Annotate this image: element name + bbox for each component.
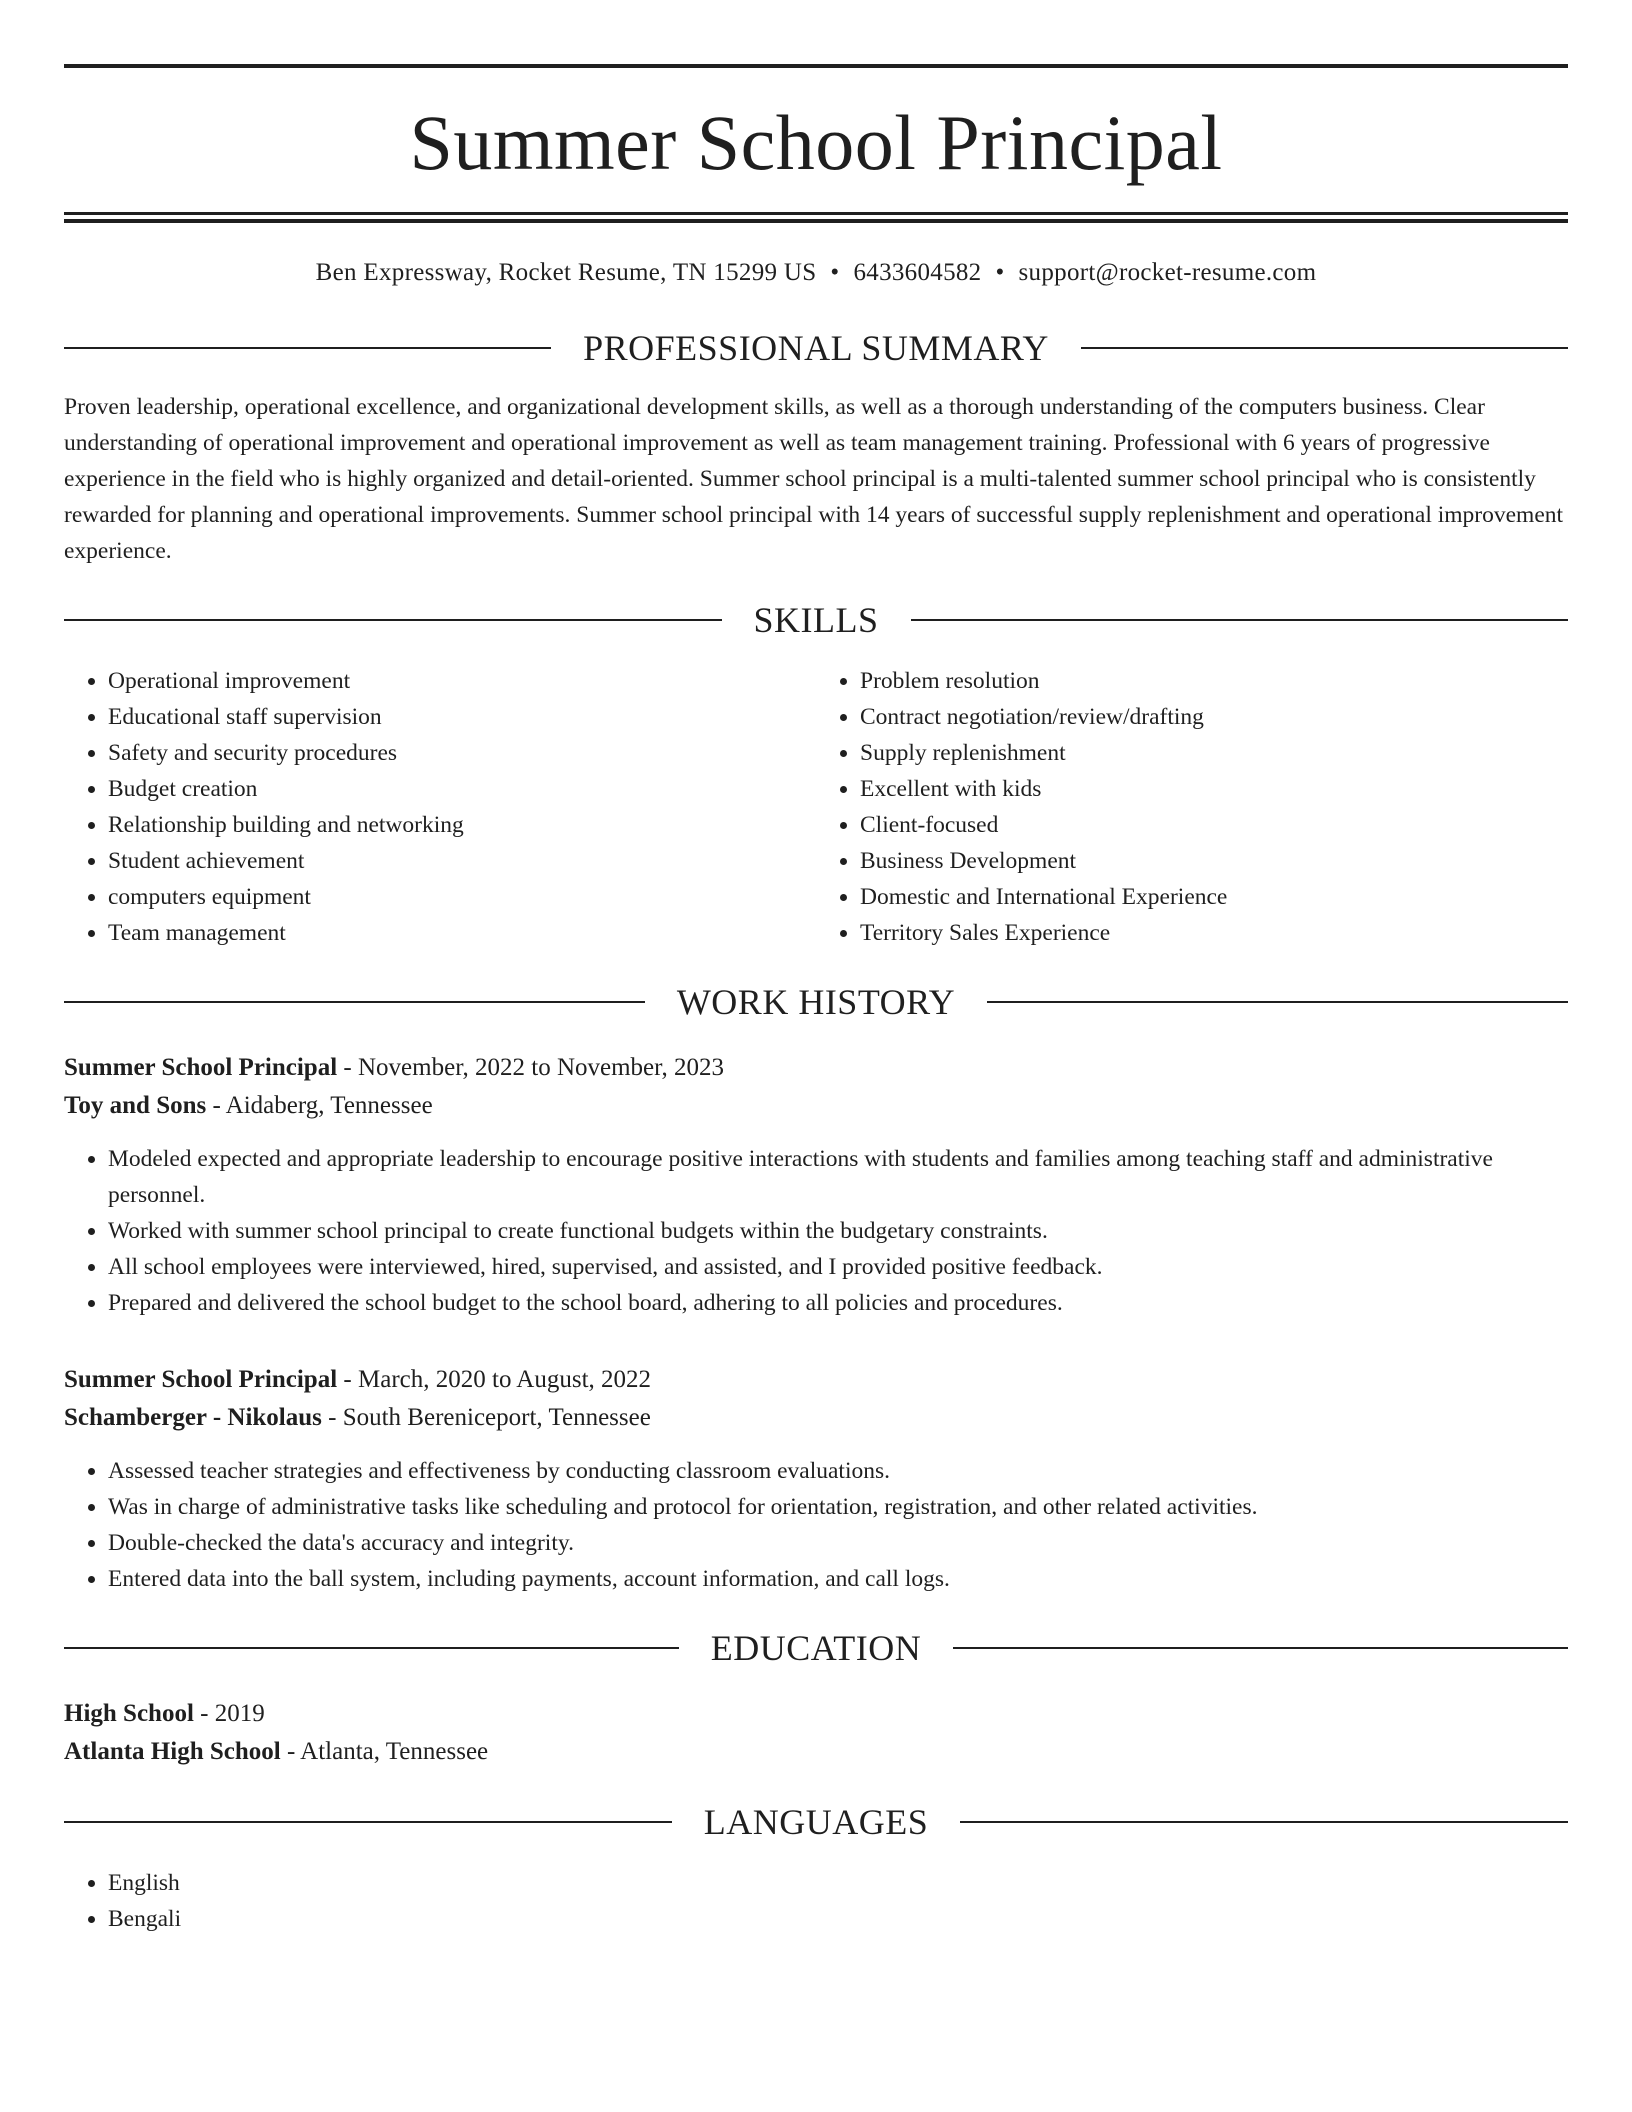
education-degree: High School [64,1700,194,1727]
job-bullet: • Assessed teacher strategies and effectiveness by conducting classroom evaluations. [108,1453,1568,1489]
skill-item: • Excellent with kids [860,771,1568,807]
job-title: Summer School Principal [64,1366,338,1393]
education-school: Atlanta High School [64,1738,281,1765]
job-entry [64,1049,1568,1321]
job-title-line [64,1361,1568,1399]
contact-phone: 6433604582 [853,259,982,286]
job-bullet: • All school employees were interviewed, hired, supervised, and assisted, and I provided positive feedback. [108,1249,1568,1285]
skill-item: • Contract negotiation/review/drafting [860,699,1568,735]
education-year: - 2019 [193,1700,265,1727]
section-title-work: WORK HISTORY [676,982,956,1022]
skill-item: • Supply replenishment [860,735,1568,771]
skill-item: • Student achievement [108,843,816,879]
divider-line [911,619,1569,621]
divider-line [64,347,551,349]
job-bullets [64,1141,1568,1321]
skill-item: • Territory Sales Experience [860,915,1568,951]
skill-item: • computers equipment [108,879,816,915]
skill-item: • Client-focused [860,807,1568,843]
contact-email: support@rocket-resume.com [1018,259,1317,286]
skill-item: • Problem resolution [860,663,1568,699]
divider-line [960,1821,1568,1823]
job-title-line [64,1049,1568,1087]
education-entry [64,1695,1568,1771]
skill-item: • Domestic and International Experience [860,879,1568,915]
skill-item: • Relationship building and networking [108,807,816,843]
resume-title: Summer School Principal [409,99,1223,186]
job-bullet: • Modeled expected and appropriate leadership to encourage positive interactions with students and families among teaching staff and administrative personnel. [108,1141,1568,1213]
divider-line [1081,347,1568,349]
job-title: Summer School Principal [64,1054,338,1081]
job-company: Schamberger - Nikolaus [64,1404,322,1431]
education-degree-line [64,1695,1568,1733]
job-bullet: • Double-checked the data's accuracy and integrity. [108,1525,1568,1561]
contact-address: Ben Expressway, Rocket Resume, TN 15299 US [315,259,817,286]
education-school-line [64,1733,1568,1771]
section-header-summary [64,327,1568,369]
job-bullet: • Prepared and delivered the school budget to the school board, adhering to all policies and procedures. [108,1285,1568,1321]
job-dates: - November, 2022 to November, 2023 [337,1054,724,1081]
job-entry [64,1361,1568,1597]
contact-line [64,259,1568,287]
divider-line [64,1001,645,1003]
divider-line [64,1821,672,1823]
skills-list-left [64,663,816,951]
skill-item: • Educational staff supervision [108,699,816,735]
job-location: - Aidaberg, Tennessee [206,1092,433,1119]
job-bullet: • Was in charge of administrative tasks like scheduling and protocol for orientation, registration, and other related activities. [108,1489,1568,1525]
section-title-summary: PROFESSIONAL SUMMARY [583,328,1049,368]
divider-line [953,1647,1568,1649]
skills-list-right [816,663,1568,951]
language-item: • Bengali [108,1901,1568,1937]
top-rule [64,64,1568,68]
skill-item: • Team management [108,915,816,951]
skills-columns [64,663,1568,951]
job-bullets [64,1453,1568,1597]
summary-text: Proven leadership, operational excellence, and organizational development skills, as well as a thorough understanding of the computers business. Clear understanding of operational improvement and operational improvement as well as team management training. Professional with 6 years of progressive experience in the field who is highly organized and detail-oriented. Summer school principal is a multi-talented summer school principal who is consistently rewarded for planning and operational improvements. Summer school principal with 14 years of successful supply replenishment and operational improvement experience. [64,394,1564,564]
divider-line [987,1001,1568,1003]
languages-list [64,1865,1568,1937]
job-location: - South Bereniceport, Tennessee [321,1404,651,1431]
contact-separator: • [830,259,840,286]
title-double-rule [64,212,1568,223]
section-title-education: EDUCATION [710,1628,922,1668]
job-company-line [64,1087,1568,1125]
section-header-work [64,981,1568,1023]
skill-item: • Budget creation [108,771,816,807]
divider-line [64,1647,679,1649]
job-company-line [64,1399,1568,1437]
divider-line [64,619,722,621]
language-item: • English [108,1865,1568,1901]
job-bullet: • Entered data into the ball system, including payments, account information, and call logs. [108,1561,1568,1597]
job-bullet: • Worked with summer school principal to create functional budgets within the budgetary constraints. [108,1213,1568,1249]
section-header-education [64,1627,1568,1669]
skill-item: • Operational improvement [108,663,816,699]
section-header-skills [64,599,1568,641]
section-header-languages [64,1801,1568,1843]
job-company: Toy and Sons [64,1092,207,1119]
education-location: - Atlanta, Tennessee [280,1738,489,1765]
job-dates: - March, 2020 to August, 2022 [337,1366,652,1393]
contact-separator: • [995,259,1005,286]
section-title-languages: LANGUAGES [703,1802,929,1842]
skill-item: • Business Development [860,843,1568,879]
skill-item: • Safety and security procedures [108,735,816,771]
section-title-skills: SKILLS [753,600,879,640]
